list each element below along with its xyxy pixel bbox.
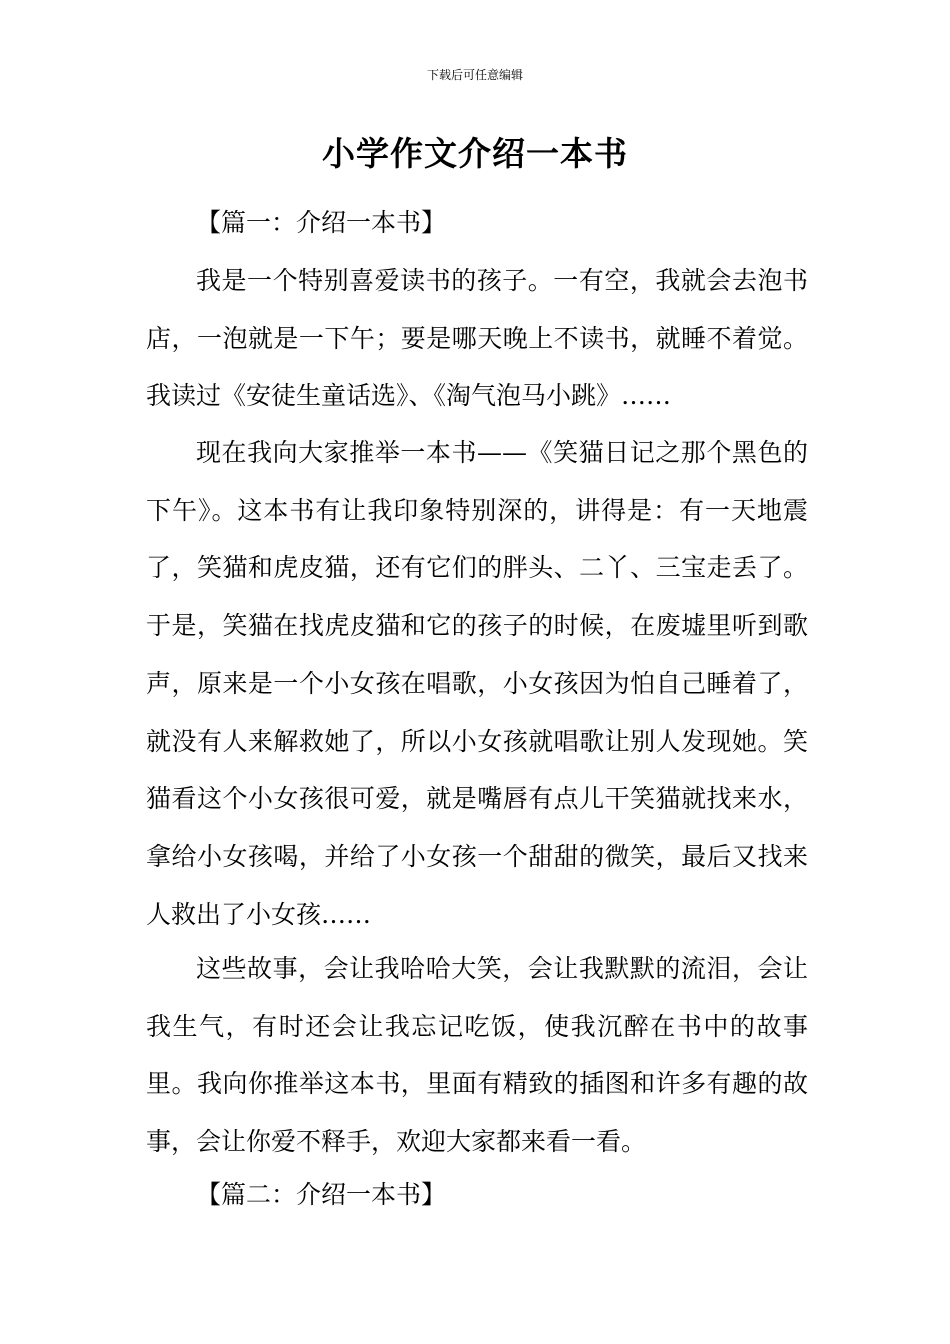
section-heading-1: 【篇一：介绍一本书】	[196, 208, 447, 237]
paragraph-2: 现在我向大家推举一本书——《笑猫日记之那个黑色的下午》。这本书有让我印象特别深的，讲得是：有一天地震了，笑猫和虎皮猫，还有它们的胖头、二丫、三宝走丢了。于是，笑猫在找虎皮猫和它的孩子的时候，在废墟里听到歌声，原来是一个小女孩在唱歌，小女孩因为怕自己睡着了，就没有人来解救她了，所以小女孩就唱歌让别人发现她。笑猫看这个小女孩很可爱，就是嘴唇有点儿干笑猫就找来水，拿给小女孩喝，并给了小女孩一个甜甜的微笑，最后又找来人救出了小女孩……	[146, 438, 808, 929]
paragraph-1: 我是一个特别喜爱读书的孩子。一有空，我就会去泡书店，一泡就是一下午；要是哪天晚上不读书，就睡不着觉。我读过《安徒生童话选》、《淘气泡马小跳》……	[146, 266, 808, 411]
header-note: 下载后可任意编辑	[426, 68, 523, 82]
document-title: 小学作文介绍一本书	[322, 134, 628, 173]
paragraph-3: 这些故事，会让我哈哈大笑，会让我默默的流泪，会让我生气，有时还会让我忘记吃饭，使我沉醉在书中的故事里。我向你推举这本书，里面有精致的插图和许多有趣的故事，会让你爱不释手，欢迎大家都来看一看。	[146, 954, 808, 1157]
section-heading-2: 【篇二：介绍一本书】	[196, 1180, 447, 1209]
